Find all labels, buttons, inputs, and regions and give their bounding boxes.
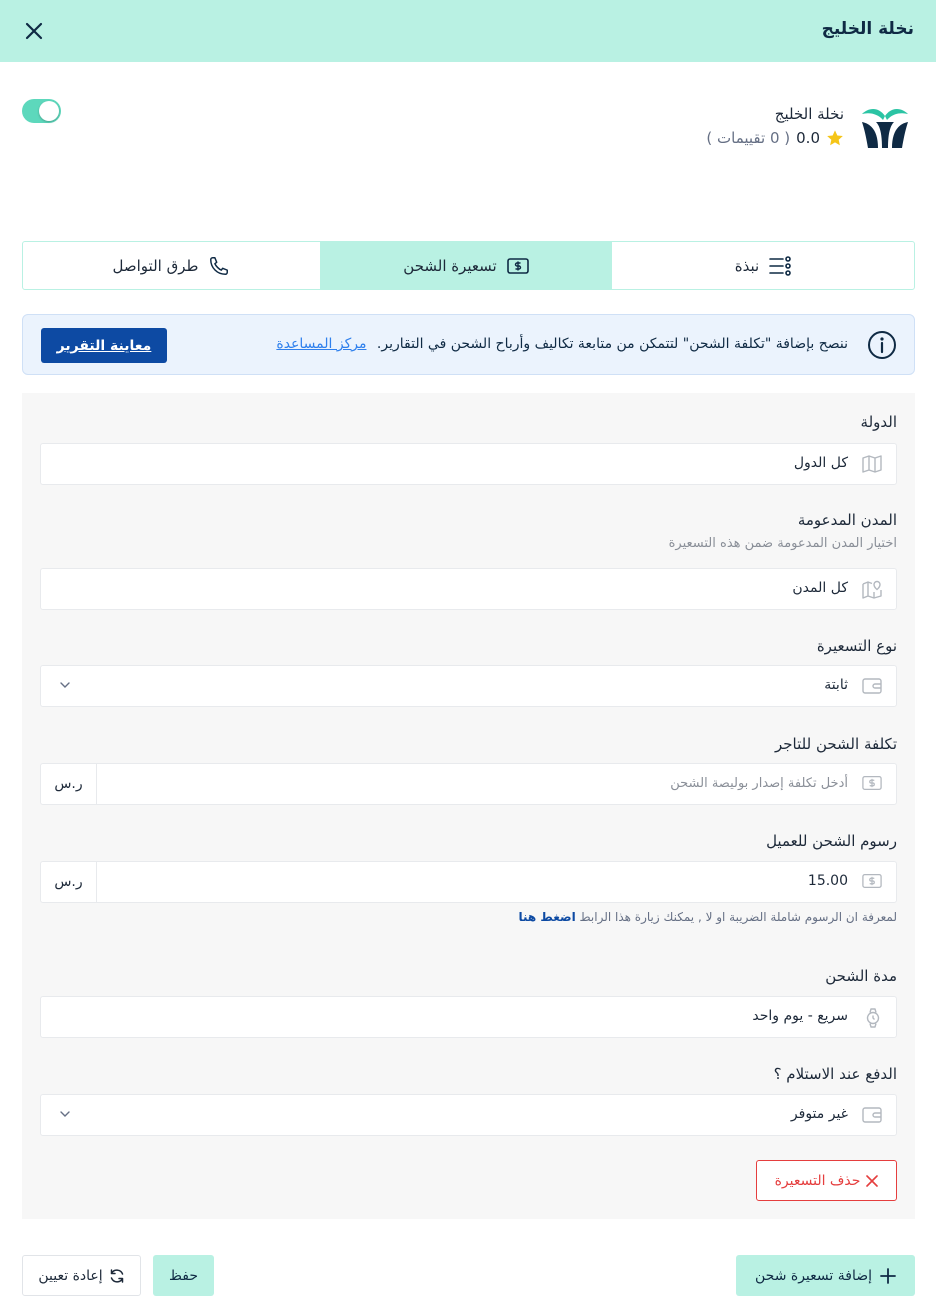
tab-about-label: نبذة [734, 256, 760, 275]
tab-shipping-pricing-label: تسعيرة الشحن [403, 256, 497, 275]
watch-icon [864, 1008, 882, 1028]
help-center-link[interactable]: مركز المساعدة [276, 336, 367, 352]
tab-about[interactable] [612, 242, 914, 289]
close-icon [25, 22, 43, 40]
tabs [22, 241, 915, 290]
plus-icon [880, 1268, 896, 1284]
tab-contact-methods-label: طرق التواصل [112, 256, 199, 275]
wallet-icon [862, 1106, 882, 1124]
cod-value: غير متوفر [790, 1106, 848, 1122]
customer-fee-label: رسوم الشحن للعميل [766, 832, 897, 850]
close-button[interactable] [20, 17, 48, 45]
tax-note-text: لمعرفة ان الرسوم شاملة الضريبة او لا , يمكنك زيارة هذا الرابط [579, 910, 897, 924]
cities-value: كل المدن [792, 580, 848, 596]
star-icon [826, 129, 844, 147]
tab-contact-methods[interactable] [23, 242, 320, 289]
modal-header [0, 0, 936, 62]
money-icon [862, 775, 882, 791]
add-shipping-pricing-button[interactable] [736, 1255, 915, 1296]
pricing-type-select[interactable] [40, 665, 897, 707]
save-button[interactable]: حفظ [153, 1255, 214, 1296]
map-pin-icon [862, 580, 882, 600]
delete-pricing-button[interactable] [756, 1160, 897, 1201]
shipping-cost-info-banner [22, 314, 915, 375]
tax-note-link[interactable]: اضغط هنا [518, 910, 576, 924]
toggle-knob [39, 101, 59, 121]
company-name: نخلة الخليج [774, 105, 844, 123]
currency-unit: ر.س [41, 764, 97, 804]
cities-select[interactable] [40, 568, 897, 610]
map-icon [862, 455, 882, 473]
refresh-icon [109, 1268, 125, 1284]
info-icon [867, 330, 897, 360]
currency-unit: ر.س [41, 862, 97, 902]
cities-label: المدن المدعومة [797, 511, 897, 529]
delete-pricing-label: حذف التسعيرة [774, 1172, 861, 1189]
customer-fee-value: 15.00 [807, 873, 848, 889]
wallet-icon [862, 677, 882, 695]
merchant-cost-placeholder: أدخل تكلفة إصدار بوليصة الشحن [670, 776, 848, 791]
cities-hint: اختيار المدن المدعومة ضمن هذه التسعيرة [668, 536, 897, 551]
duration-value: سريع - يوم واحد [752, 1008, 848, 1024]
cod-select[interactable] [40, 1094, 897, 1136]
company-enabled-toggle[interactable] [22, 99, 61, 123]
company-logo [856, 104, 914, 154]
customer-fee-input[interactable] [40, 861, 897, 903]
duration-label: مدة الشحن [825, 967, 897, 985]
pricing-type-label: نوع التسعيرة [816, 637, 897, 655]
add-shipping-pricing-label: إضافة تسعيرة شحن [755, 1267, 872, 1284]
preview-report-button[interactable]: معاينة التقرير [41, 328, 167, 363]
country-value: كل الدول [793, 455, 848, 471]
country-label: الدولة [860, 413, 897, 431]
ratings-count: ( 0 تقييمات ) [706, 129, 791, 147]
phone-icon [208, 255, 230, 277]
palm-logo-icon [856, 104, 914, 154]
info-message: ننصح بإضافة "تكلفة الشحن" لتتمكن من متابعة تكاليف وأرباح الشحن في التقارير. [376, 336, 848, 352]
modal-title: نخلة الخليج [821, 19, 914, 39]
company-rating [706, 129, 844, 147]
tab-shipping-pricing[interactable] [320, 242, 612, 289]
money-icon [507, 258, 529, 274]
merchant-cost-input[interactable] [40, 763, 897, 805]
tax-note [518, 910, 897, 924]
rating-value: 0.0 [796, 129, 820, 147]
list-icon [769, 256, 791, 276]
money-icon [862, 873, 882, 889]
reset-label: إعادة تعيين [38, 1267, 103, 1284]
merchant-cost-label: تكلفة الشحن للتاجر [775, 735, 897, 753]
reset-button[interactable] [22, 1255, 141, 1296]
cod-label: الدفع عند الاستلام ؟ [773, 1065, 897, 1083]
country-select[interactable] [40, 443, 897, 485]
chevron-down-icon [59, 679, 71, 691]
pricing-type-value: ثابتة [824, 677, 848, 693]
close-icon [866, 1175, 878, 1187]
pricing-form-panel [22, 393, 915, 1219]
chevron-down-icon [59, 1108, 71, 1120]
info-text [276, 336, 848, 352]
duration-select[interactable] [40, 996, 897, 1038]
